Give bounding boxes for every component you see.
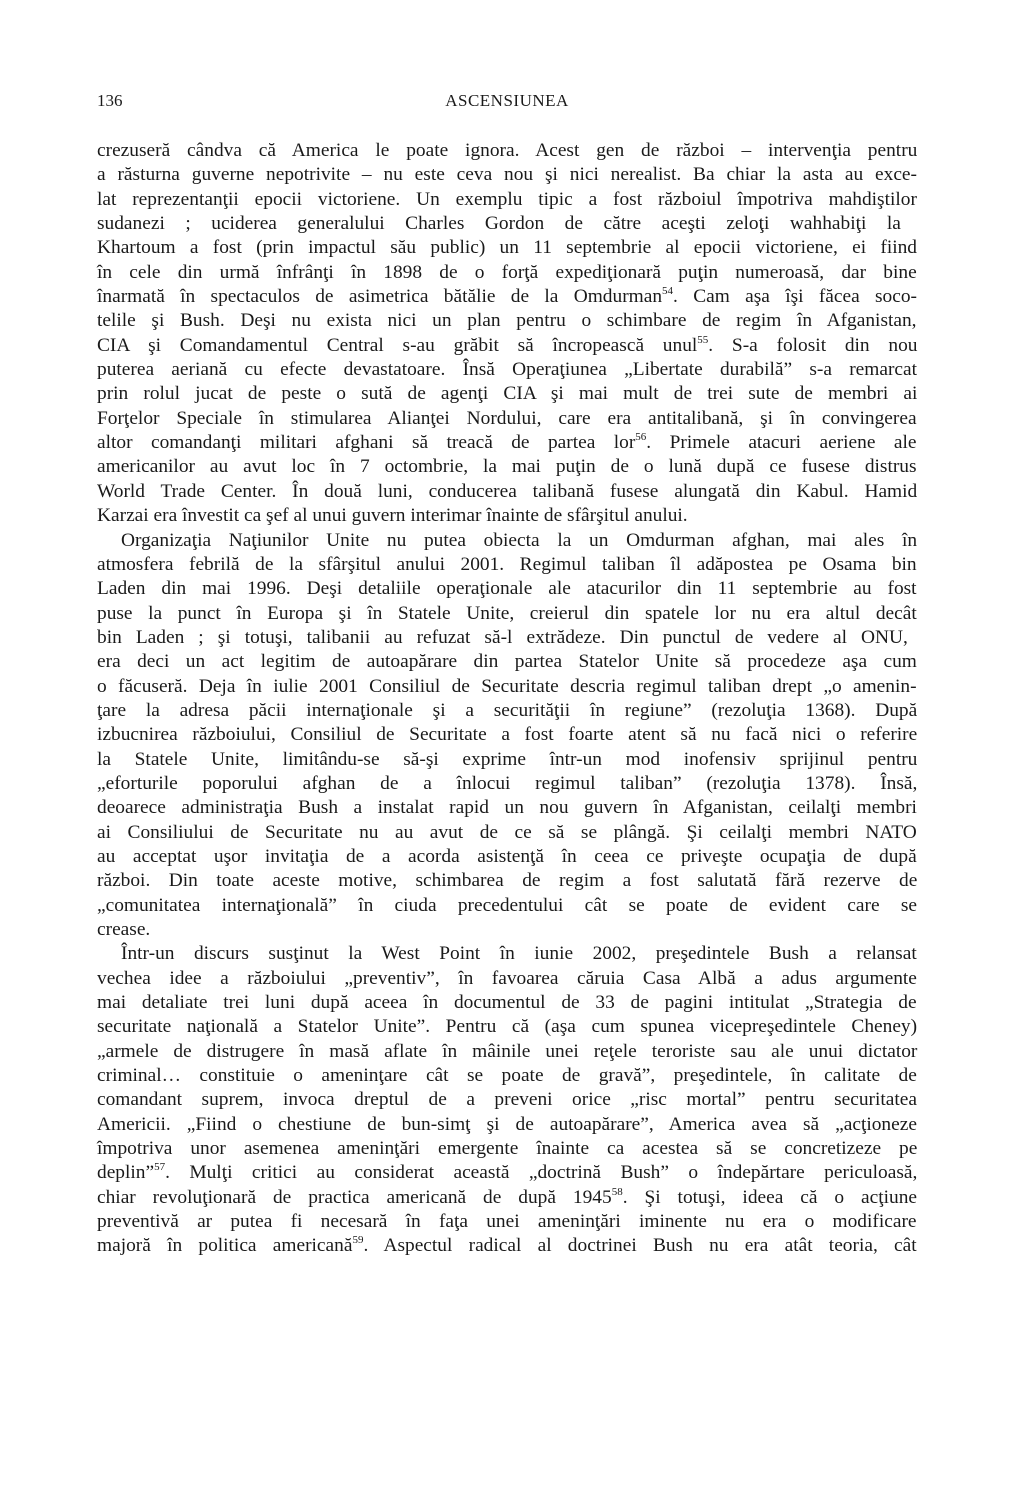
text-line: era deci un act legitim de autoapărare din partea Statelor Unite să procedeze aşa cum bbox=[97, 651, 917, 673]
text-line: Organizaţia Naţiunilor Unite nu putea obiecta la un Omdurman afghan, mai ales în bbox=[121, 529, 918, 551]
text-line: sudanezi ; uciderea generalului Charles Gordon de către aceşti zeloţi wahhabiţi la bbox=[97, 213, 901, 235]
text-line: ai Consiliului de Securitate nu au avut de ce să se plângă. Şi ceilalţi membri NATO bbox=[97, 821, 917, 843]
text-line: CIA şi Comandamentul Central s-au grăbit să încropească unul$^{55}$. S-a folosit din nou bbox=[97, 333, 918, 356]
text-line: împotriva unor asemenea ameninţări emergente înainte ca acestea să se concretizeze pe bbox=[97, 1138, 918, 1160]
text-line: securitate naţională a Statelor Unite”. Pentru că (aşa cum spunea vicepreşedintele Cheney) bbox=[97, 1016, 918, 1038]
text-line: puse la punct în Europa şi în Statele Unite, creierul din spatele lor nu era altul decât bbox=[97, 602, 917, 624]
running-title: ASCENSIUNEA bbox=[445, 91, 569, 110]
text-line: înarmată în spectaculos de asimetrica bătălie de la Omdurman$^{54}$. Cam aşa îşi făcea soco- bbox=[97, 285, 918, 308]
text-line: mai detaliate trei luni după aceea în documentul de 33 de pagini intitulat „Strategia de bbox=[97, 992, 917, 1014]
text-line: World Trade Center. În două luni, conducerea talibană fusese alungată din Kabul. Hamid bbox=[97, 480, 918, 502]
text-line: au acceptat uşor invitaţia de a acorda asistenţă în ceea ce priveşte ocupaţia de după bbox=[97, 845, 917, 867]
book-page bbox=[97, 88, 917, 1259]
text-line: Laden din mai 1996. Deşi detaliile operaţionale ale atacurilor din 11 septembrie au fost bbox=[97, 578, 917, 600]
text-line: majoră în politica americană$^{59}$. Aspectul radical al doctrinei Bush nu era atât teoria, cât bbox=[97, 1234, 917, 1257]
text-line: atmosfera febrilă de la sfârşitul anului 2001. Regimul taliban îl adăpostea pe Osama bin bbox=[97, 553, 917, 575]
footnote-reference: 55 bbox=[697, 333, 709, 346]
paragraph bbox=[97, 942, 917, 1258]
text-line: o făcuseră. Deja în iulie 2001 Consiliul de Securitate descria regimul taliban drept „o amenin- bbox=[97, 675, 917, 697]
text-line: Khartoum a fost (prin impactul său public) un 11 septembrie al epocii victoriene, ei fiind bbox=[97, 237, 917, 259]
text-line: Karzai era învestit ca şef al unui guvern interimar înainte de sfârşitul anului. bbox=[97, 505, 688, 527]
text-line: criminal… constituie o ameninţare cât se poate de gravă”, preşedintele, în calitate de bbox=[97, 1065, 917, 1087]
text-line: puterea aeriană cu efecte devastatoare. Însă Operaţiunea „Libertate durabilă” s-a remarcat bbox=[97, 359, 918, 381]
text-line: crezuseră cândva că America le poate ignora. Acest gen de război – intervenţia pentru bbox=[97, 140, 918, 161]
text-line: în cele din urmă înfrânţi în 1898 de o forţă expediţionară puţin numeroasă, dar bine bbox=[97, 261, 917, 283]
running-head bbox=[97, 88, 917, 114]
text-line: „armele de distrugere în masă aflate în mâinile unei reţele teroriste sau ale unui dictator bbox=[97, 1040, 918, 1062]
text-line: ţare la adresa păcii internaţionale şi a securităţii în regiune” (rezoluţia 1368). După bbox=[97, 699, 918, 721]
text-line: crease. bbox=[97, 919, 151, 940]
text-line: deplin”$^{57}$. Mulţi critici au considerat această „doctrină Bush” o îndepărtare periculoasă, bbox=[97, 1161, 918, 1184]
text-line: deoarece administraţia Bush a instalat rapid un nou guvern în Afganistan, ceilalţi membri bbox=[97, 797, 917, 819]
footnote-reference: 59 bbox=[352, 1234, 364, 1247]
text-line: „comunitatea internaţională” în ciuda precedentului cât se poate de evident care se bbox=[97, 894, 918, 916]
footnote-reference: 56 bbox=[635, 431, 647, 444]
text-line: „eforturile poporului afghan de a înlocui regimul taliban” (rezoluţia 1378). Însă, bbox=[97, 772, 918, 794]
text-line: altor comandanţi militari afghani să treacă de partea lor$^{56}$. Primele atacuri aeriene ale bbox=[97, 431, 917, 454]
text-line: Într-un discurs susţinut la West Point în iunie 2002, preşedintele Bush a relansat bbox=[121, 943, 917, 965]
body-text bbox=[97, 139, 917, 1259]
text-line: război. Din toate aceste motive, schimbarea de regim a fost salutată fără rezerve de bbox=[97, 870, 918, 892]
text-line: Americii. „Fiind o chestiune de bun-simţ şi de autoapărare”, America avea să „acţioneze bbox=[97, 1113, 917, 1135]
paragraph bbox=[97, 529, 917, 943]
text-line: a răsturna guverne nepotrivite – nu este ceva nou şi nici nerealist. Ba chiar la asta au exce- bbox=[97, 164, 917, 186]
text-line: lat reprezentanţii epocii victoriene. Un exemplu tipic a fost războiul împotriva mahdiştilor bbox=[97, 188, 917, 210]
text-line: preventivă ar putea fi necesară în faţa unei ameninţări iminente nu era o modificare bbox=[97, 1211, 917, 1233]
text-line: comandant suprem, invoca dreptul de a preveni orice „risc mortal” pentru securitatea bbox=[97, 1089, 917, 1111]
text-line: prin rolul jucat de peste o sută de agenţi CIA şi mai mult de trei sute de membri ai bbox=[97, 383, 918, 405]
footnote-reference: 57 bbox=[154, 1161, 166, 1174]
text-line: telile şi Bush. Deşi nu exista nici un plan pentru o schimbare de regim în Afganistan, bbox=[97, 310, 917, 332]
text-line: chiar revoluţionară de practica americană de după 1945$^{58}$. Şi totuşi, ideea că o acţiune bbox=[97, 1185, 917, 1208]
text-line: vechea idee a războiului „preventiv”, în favoarea căruia Casa Albă a adus argumente bbox=[97, 967, 917, 989]
footnote-reference: 58 bbox=[611, 1185, 623, 1198]
text-line: americanilor au avut loc în 7 octombrie, la mai puţin de o lună după ce fusese distrus bbox=[97, 456, 917, 478]
paragraph bbox=[97, 139, 917, 529]
page-number: 136 bbox=[97, 91, 123, 110]
text-line: bin Laden ; şi totuşi, talibanii au refuzat să-l extrădeze. Din punctul de vedere al ONU, bbox=[97, 626, 908, 648]
text-line: la Statele Unite, limitându-se să-şi exprime într-un mod inofensiv sprijinul pentru bbox=[97, 748, 918, 770]
text-line: izbucnirea războiului, Consiliul de Securitate a fost foarte atent să nu facă nici o referire bbox=[97, 724, 918, 746]
footnote-reference: 54 bbox=[662, 285, 674, 298]
text-line: Forţelor Speciale în stimularea Alianţei Nordului, care era antitalibană, şi în convingerea bbox=[97, 407, 917, 429]
